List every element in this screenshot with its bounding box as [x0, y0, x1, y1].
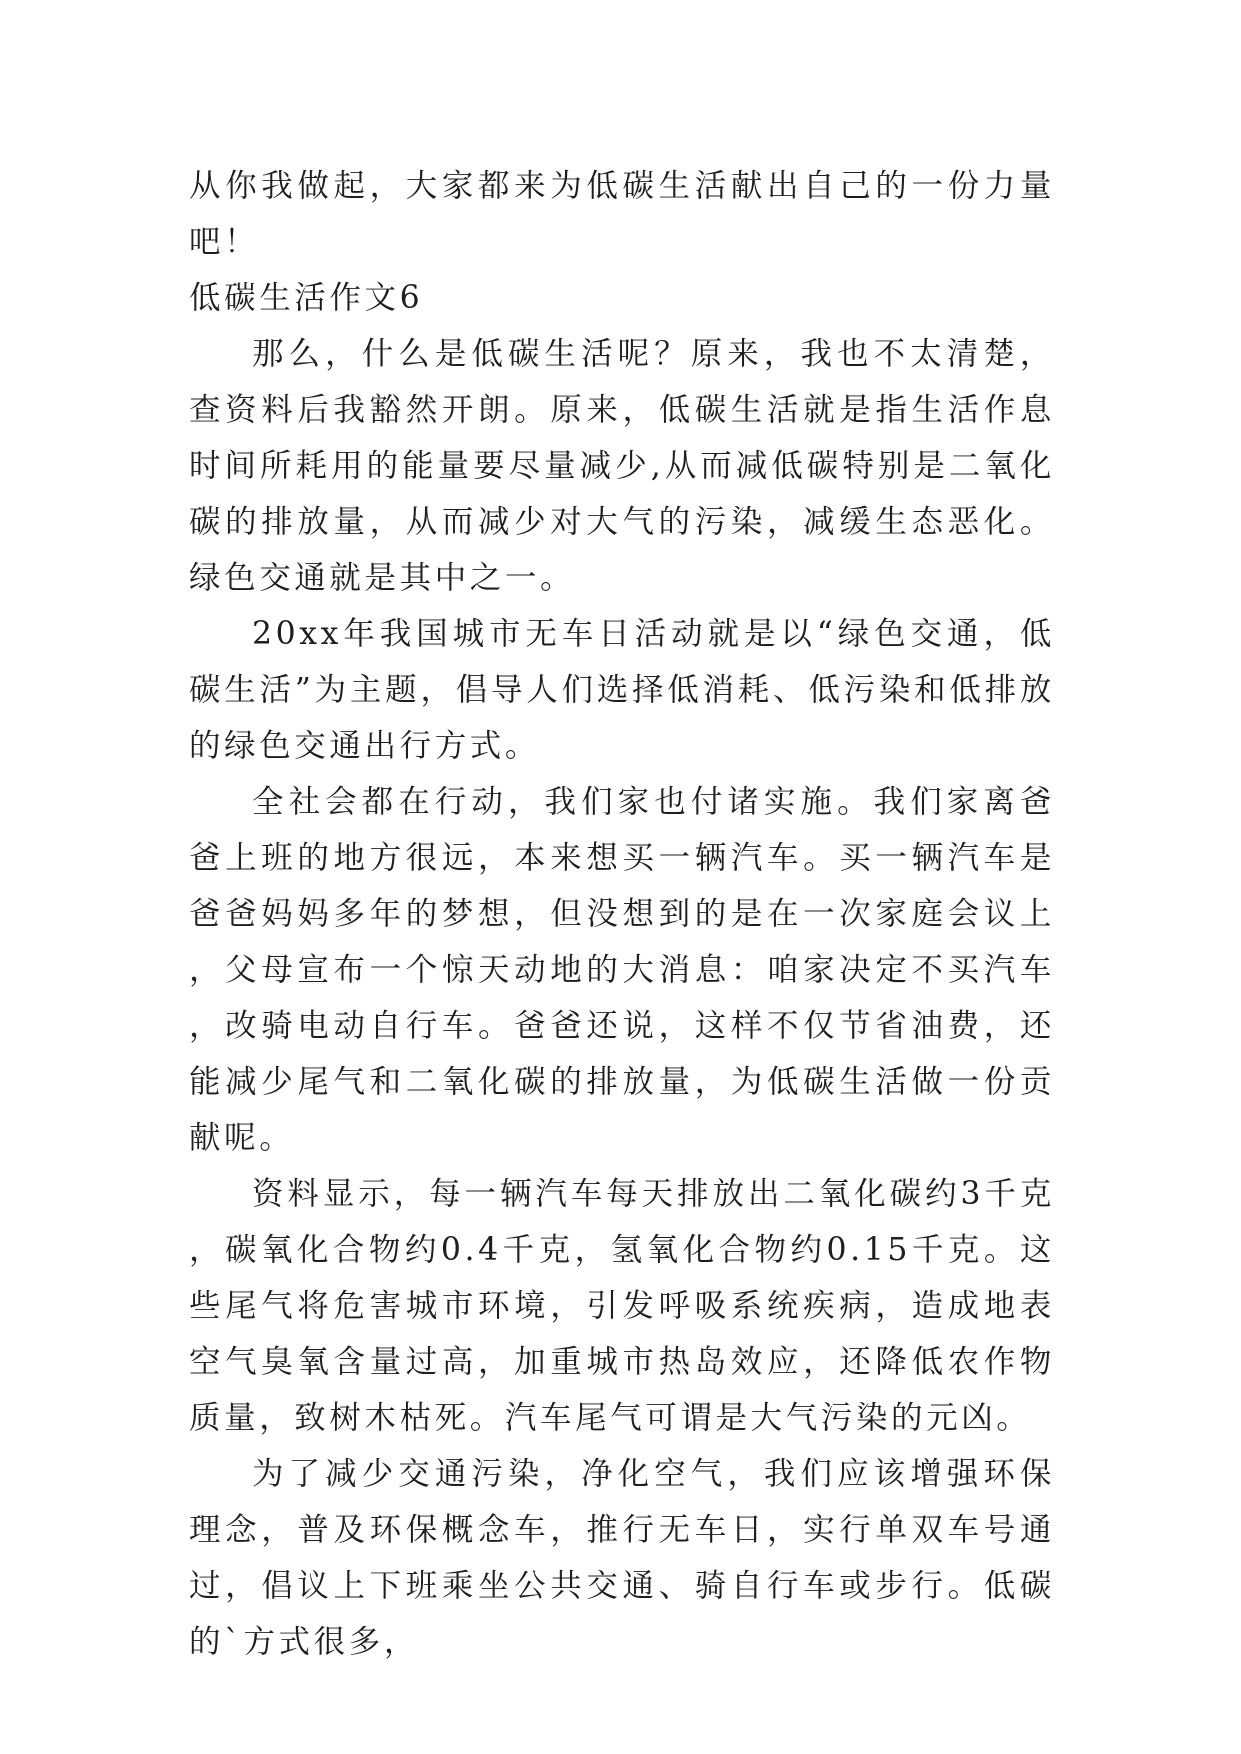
essay-title: 低碳生活作文6	[189, 280, 424, 316]
document-body	[189, 158, 1055, 1670]
paragraph: 那么，什么是低碳生活呢？原来，我也不太清楚，查资料后我豁然开朗。原来，低碳生活就是指生活作息时间所耗用的能量要尽量减少,从而减低碳特别是二氧化碳的排放量，从而减少对大气的污染，减缓生态恶化。绿色交通就是其中之一。	[189, 336, 1055, 596]
paragraph: 全社会都在行动，我们家也付诸实施。我们家离爸爸上班的地方很远，本来想买一辆汽车。买一辆汽车是爸爸妈妈多年的梦想，但没想到的是在一次家庭会议上，父母宣布一个惊天动地的大消息：咱家决定不买汽车，改骑电动自行车。爸爸还说，这样不仅节省油费，还能减少尾气和二氧化碳的排放量，为低碳生活做一份贡献呢。	[189, 784, 1055, 1156]
closing-line: 从你我做起，大家都来为低碳生活献出自己的一份力量吧！	[189, 168, 1055, 260]
paragraph: 20xx年我国城市无车日活动就是以“绿色交通，低碳生活”为主题，倡导人们选择低消耗、低污染和低排放的绿色交通出行方式。	[189, 616, 1055, 764]
paragraph: 资料显示，每一辆汽车每天排放出二氧化碳约3千克，碳氧化合物约0.4千克，氢氧化合物约0.15千克。这些尾气将危害城市环境，引发呼吸系统疾病，造成地表空气臭氧含量过高，加重城市热岛效应，还降低农作物质量，致树木枯死。汽车尾气可谓是大气污染的元凶。	[189, 1176, 1055, 1436]
paragraph: 为了减少交通污染，净化空气，我们应该增强环保理念，普及环保概念车，推行无车日，实行单双车号通过，倡议上下班乘坐公共交通、骑自行车或步行。低碳的`方式很多，	[189, 1456, 1055, 1660]
